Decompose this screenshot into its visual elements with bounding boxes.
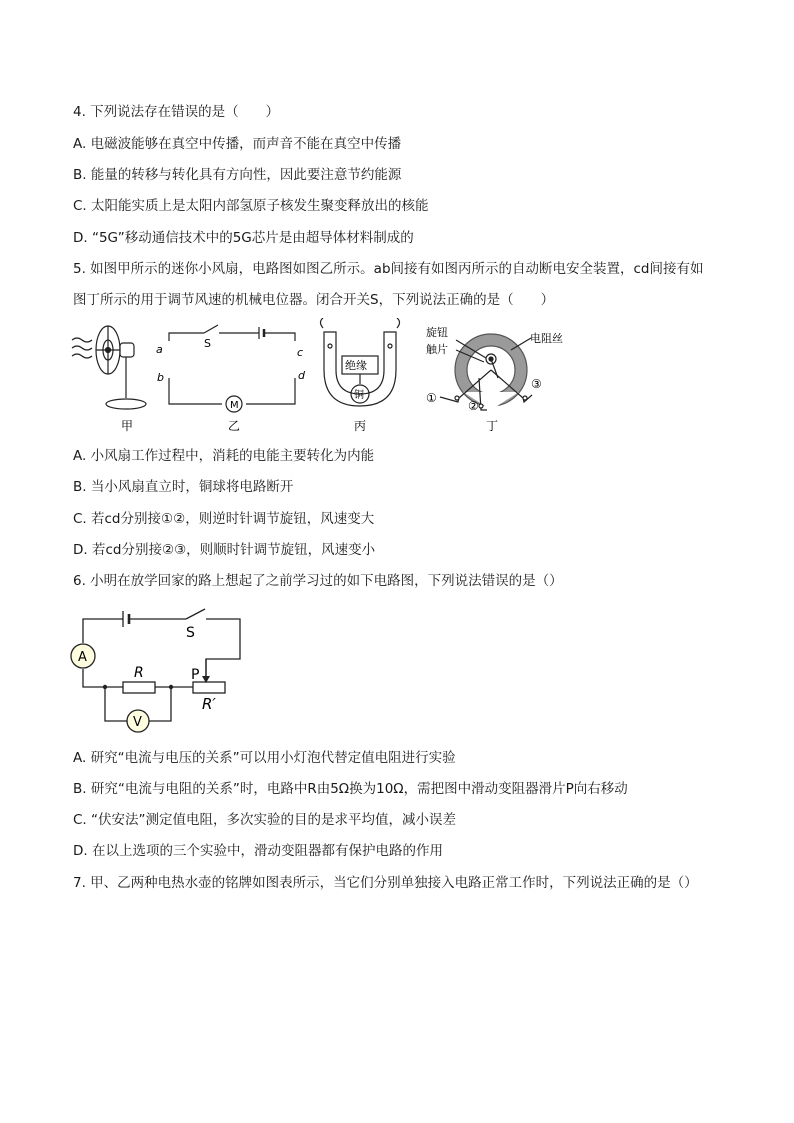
q4-stem: 4. 下列说法存在错误的是（ ）: [73, 104, 280, 120]
q4-option-a: A. 电磁波能够在真空中传播，而声音不能在真空中传播: [73, 136, 402, 152]
potentiometer-device: [440, 334, 532, 410]
q5-option-c: C. 若cd分别接①②，则逆时针调节旋钮，风速变大: [73, 511, 375, 527]
q5-option-a: A. 小风扇工作过程中，消耗的电能主要转化为内能: [73, 448, 375, 464]
fan-illustration: [72, 326, 146, 409]
terminal-b: b: [157, 371, 164, 384]
device-bing-caption: 丙: [354, 419, 367, 433]
contact-label: 触片: [426, 343, 448, 356]
insulation-label: 绝缘: [345, 359, 367, 372]
q4-option-c: C. 太阳能实质上是太阳内部氢原子核发生聚变释放出的核能: [73, 198, 429, 214]
resistor-r-label: R: [134, 665, 144, 681]
slider-p-label: P: [191, 667, 200, 683]
resistance-wire-label: 电阻丝: [530, 332, 563, 345]
terminal-2-label: ②: [468, 399, 479, 413]
motor-label: M: [230, 400, 239, 411]
copper-ball-label: 铜: [354, 390, 364, 401]
q5-figure: [66, 318, 586, 436]
q5-option-d: D. 若cd分别接②③，则顺时针调节旋钮，风速变小: [73, 542, 376, 558]
potentiometer-caption: 丁: [486, 419, 499, 433]
ammeter-label: A: [78, 650, 87, 665]
terminal-c: c: [297, 346, 304, 359]
q6-circuit-svg: [70, 603, 250, 743]
q5-stem-line1: 5. 如图甲所示的迷你小风扇，电路图如图乙所示。ab间接有如图丙所示的自动断电安全装置，cd间接有如: [73, 261, 704, 277]
q6-option-c: C. “伏安法”测定值电阻，多次实验的目的是求平均值，减小误差: [73, 812, 456, 828]
terminal-a: a: [156, 343, 163, 356]
q6-option-b: B. 研究“电流与电阻的关系”时，电路中R由5Ω换为10Ω，需把图中滑动变阻器滑片P向右移动: [73, 781, 628, 797]
switch-label: S: [186, 625, 195, 641]
q5-stem-line2: 图丁所示的用于调节风速的机械电位器。闭合开关S，下列说法正确的是（ ）: [73, 292, 555, 308]
q5-option-b: B. 当小风扇直立时，铜球将电路断开: [73, 479, 294, 495]
switch-s-label: S: [204, 337, 211, 350]
q6-stem: 6. 小明在放学回家的路上想起了之前学习过的如下电路图，下列说法错误的是（）: [73, 573, 563, 589]
circuit-yi: [169, 325, 295, 412]
q6-option-d: D. 在以上选项的三个实验中，滑动变阻器都有保护电路的作用: [73, 843, 443, 859]
q7-stem: 7. 甲、乙两种电热水壶的铭牌如图表所示，当它们分别单独接入电路正常工作时，下列说法正确的是（）: [73, 875, 698, 891]
circuit-yi-caption: 乙: [228, 419, 241, 433]
rheostat-label: R′: [202, 695, 216, 713]
terminal-3-label: ③: [531, 377, 542, 391]
terminal-1-label: ①: [426, 391, 437, 405]
q4-option-d: D. “5G”移动通信技术中的5G芯片是由超导体材料制成的: [73, 230, 414, 246]
q6-circuit-figure: [70, 603, 250, 743]
q6-option-a: A. 研究“电流与电压的关系”可以用小灯泡代替定值电阻进行实验: [73, 750, 456, 766]
voltmeter-label: V: [133, 715, 142, 730]
fan-caption: 甲: [121, 419, 134, 433]
terminal-d: d: [298, 369, 305, 382]
q5-figure-svg: [66, 318, 586, 436]
knob-label: 旋钮: [426, 326, 448, 339]
q4-option-b: B. 能量的转移与转化具有方向性，因此要注意节约能源: [73, 167, 402, 183]
